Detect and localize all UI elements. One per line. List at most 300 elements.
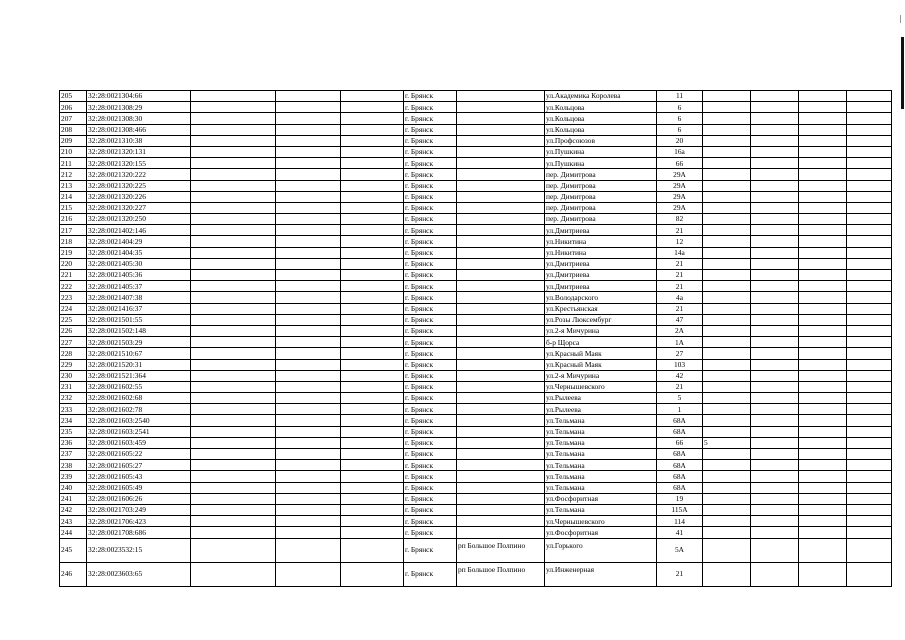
empty-cell (341, 247, 404, 258)
empty-cell (751, 158, 799, 169)
city-cell: г. Брянск (404, 314, 457, 325)
empty-cell (191, 303, 276, 314)
extra-value-cell (703, 124, 751, 135)
city-cell: г. Брянск (404, 449, 457, 460)
empty-cell (276, 325, 341, 336)
street-cell: ул.Академика Королева (545, 91, 657, 102)
street-cell: ул.Пушкина (545, 158, 657, 169)
empty-cell (191, 437, 276, 448)
empty-cell (276, 404, 341, 415)
settlement-cell (457, 381, 545, 392)
empty-cell (847, 236, 892, 247)
cadastral-number-cell: 32:28:0021304:66 (87, 91, 191, 102)
street-cell: ул.Дмитриева (545, 270, 657, 281)
empty-cell (341, 437, 404, 448)
extra-value-cell (703, 493, 751, 504)
cadastral-number-cell: 32:28:0021520:31 (87, 359, 191, 370)
empty-cell (847, 482, 892, 493)
cadastral-number-cell: 32:28:0021310:38 (87, 135, 191, 146)
table-row (60, 325, 892, 336)
empty-cell (191, 191, 276, 202)
extra-value-cell (703, 91, 751, 102)
cadastral-number-cell: 32:28:0021602:68 (87, 393, 191, 404)
extra-value-cell (703, 415, 751, 426)
house-number-cell: 29А (657, 169, 703, 180)
table-row (60, 426, 892, 437)
city-cell: г. Брянск (404, 124, 457, 135)
empty-cell (191, 381, 276, 392)
street-cell: ул.Тельмана (545, 504, 657, 515)
empty-cell (276, 91, 341, 102)
empty-cell (341, 146, 404, 157)
city-cell: г. Брянск (404, 135, 457, 146)
row-number-cell: 223 (60, 292, 87, 303)
cadastral-number-cell: 32:28:0021320:250 (87, 214, 191, 225)
row-number-cell: 234 (60, 415, 87, 426)
house-number-cell: 12 (657, 236, 703, 247)
empty-cell (341, 426, 404, 437)
row-number-cell: 222 (60, 281, 87, 292)
empty-cell (276, 135, 341, 146)
empty-cell (751, 325, 799, 336)
empty-cell (751, 247, 799, 258)
empty-cell (847, 214, 892, 225)
table-row (60, 527, 892, 538)
empty-cell (847, 292, 892, 303)
empty-cell (847, 180, 892, 191)
empty-cell (341, 527, 404, 538)
cadastral-number-cell: 32:28:0021603:459 (87, 437, 191, 448)
house-number-cell: 21 (657, 258, 703, 269)
empty-cell (799, 236, 847, 247)
row-number-cell: 214 (60, 191, 87, 202)
table-row (60, 225, 892, 236)
empty-cell (341, 482, 404, 493)
city-cell: г. Брянск (404, 158, 457, 169)
settlement-cell (457, 146, 545, 157)
extra-value-cell (703, 202, 751, 213)
cadastral-number-cell: 32:28:0021605:22 (87, 449, 191, 460)
settlement-cell (457, 426, 545, 437)
house-number-cell: 68А (657, 471, 703, 482)
empty-cell (799, 191, 847, 202)
table-row (60, 562, 892, 586)
empty-cell (799, 225, 847, 236)
empty-cell (751, 314, 799, 325)
table-row (60, 281, 892, 292)
cadastral-number-cell: 32:28:0021405:30 (87, 258, 191, 269)
empty-cell (341, 381, 404, 392)
table-row (60, 404, 892, 415)
cadastral-number-cell: 32:28:0021320:226 (87, 191, 191, 202)
empty-cell (799, 426, 847, 437)
empty-cell (191, 504, 276, 515)
empty-cell (276, 303, 341, 314)
empty-cell (799, 359, 847, 370)
city-cell: г. Брянск (404, 270, 457, 281)
empty-cell (751, 538, 799, 562)
house-number-cell: 20 (657, 135, 703, 146)
row-number-cell: 209 (60, 135, 87, 146)
empty-cell (341, 124, 404, 135)
street-cell: ул.Тельмана (545, 437, 657, 448)
empty-cell (751, 292, 799, 303)
city-cell: г. Брянск (404, 460, 457, 471)
empty-cell (276, 504, 341, 515)
page-edge-mark (900, 15, 901, 23)
extra-value-cell (703, 426, 751, 437)
table-row (60, 202, 892, 213)
empty-cell (191, 538, 276, 562)
empty-cell (799, 370, 847, 381)
empty-cell (276, 214, 341, 225)
extra-value-cell (703, 169, 751, 180)
empty-cell (847, 337, 892, 348)
table-row (60, 314, 892, 325)
street-cell: ул.Красный Маяк (545, 348, 657, 359)
empty-cell (191, 236, 276, 247)
extra-value-cell (703, 236, 751, 247)
empty-cell (799, 516, 847, 527)
empty-cell (276, 124, 341, 135)
house-number-cell: 21 (657, 303, 703, 314)
cadastral-number-cell: 32:28:0021605:43 (87, 471, 191, 482)
scan-edge-bar (901, 37, 904, 109)
city-cell: г. Брянск (404, 527, 457, 538)
empty-cell (799, 270, 847, 281)
street-cell: ул.Кольцова (545, 113, 657, 124)
empty-cell (191, 258, 276, 269)
empty-cell (341, 493, 404, 504)
empty-cell (191, 325, 276, 336)
settlement-cell (457, 292, 545, 303)
house-number-cell: 66 (657, 158, 703, 169)
street-cell: пер. Димитрова (545, 202, 657, 213)
settlement-cell (457, 437, 545, 448)
row-number-cell: 220 (60, 258, 87, 269)
empty-cell (191, 415, 276, 426)
empty-cell (751, 359, 799, 370)
city-cell: г. Брянск (404, 471, 457, 482)
empty-cell (847, 460, 892, 471)
house-number-cell: 1А (657, 337, 703, 348)
row-number-cell: 205 (60, 91, 87, 102)
house-number-cell: 41 (657, 527, 703, 538)
house-number-cell: 5А (657, 538, 703, 562)
empty-cell (799, 504, 847, 515)
house-number-cell: 68А (657, 460, 703, 471)
empty-cell (847, 191, 892, 202)
empty-cell (847, 281, 892, 292)
empty-cell (751, 516, 799, 527)
table-row (60, 292, 892, 303)
cadastral-number-cell: 32:28:0023603:65 (87, 562, 191, 586)
street-cell: ул.Дмитриева (545, 281, 657, 292)
empty-cell (191, 247, 276, 258)
city-cell: г. Брянск (404, 169, 457, 180)
empty-cell (847, 303, 892, 314)
cadastral-number-cell: 32:28:0021501:55 (87, 314, 191, 325)
row-number-cell: 229 (60, 359, 87, 370)
empty-cell (276, 527, 341, 538)
street-cell: ул.Володарского (545, 292, 657, 303)
cadastral-number-cell: 32:28:0021404:29 (87, 236, 191, 247)
empty-cell (276, 516, 341, 527)
cadastral-number-cell: 32:28:0021416:37 (87, 303, 191, 314)
empty-cell (341, 91, 404, 102)
empty-cell (341, 314, 404, 325)
empty-cell (276, 437, 341, 448)
extra-value-cell (703, 562, 751, 586)
empty-cell (799, 337, 847, 348)
house-number-cell: 82 (657, 214, 703, 225)
empty-cell (191, 202, 276, 213)
settlement-cell (457, 314, 545, 325)
empty-cell (751, 482, 799, 493)
empty-cell (341, 281, 404, 292)
street-cell: б-р Щорса (545, 337, 657, 348)
empty-cell (799, 180, 847, 191)
house-number-cell: 114 (657, 516, 703, 527)
empty-cell (191, 225, 276, 236)
row-number-cell: 210 (60, 146, 87, 157)
cadastral-number-cell: 32:28:0021308:30 (87, 113, 191, 124)
row-number-cell: 236 (60, 437, 87, 448)
row-number-cell: 221 (60, 270, 87, 281)
empty-cell (276, 370, 341, 381)
empty-cell (276, 247, 341, 258)
empty-cell (276, 258, 341, 269)
empty-cell (847, 348, 892, 359)
empty-cell (341, 370, 404, 381)
cadastral-number-cell: 32:28:0021706:423 (87, 516, 191, 527)
empty-cell (341, 348, 404, 359)
empty-cell (799, 460, 847, 471)
empty-cell (191, 281, 276, 292)
cadastral-number-cell: 32:28:0021404:35 (87, 247, 191, 258)
city-cell: г. Брянск (404, 292, 457, 303)
empty-cell (799, 202, 847, 213)
empty-cell (191, 426, 276, 437)
row-number-cell: 212 (60, 169, 87, 180)
cadastral-number-cell: 32:28:0023532:15 (87, 538, 191, 562)
street-cell: ул.Тельмана (545, 449, 657, 460)
table-row (60, 236, 892, 247)
extra-value-cell (703, 471, 751, 482)
empty-cell (276, 236, 341, 247)
table-row (60, 169, 892, 180)
city-cell: г. Брянск (404, 437, 457, 448)
empty-cell (191, 404, 276, 415)
empty-cell (799, 415, 847, 426)
street-cell: ул.Горького (545, 538, 657, 562)
street-cell: ул.Красный Маяк (545, 359, 657, 370)
street-cell: пер. Димитрова (545, 214, 657, 225)
settlement-cell (457, 135, 545, 146)
house-number-cell: 6 (657, 124, 703, 135)
house-number-cell: 4а (657, 292, 703, 303)
empty-cell (276, 158, 341, 169)
empty-cell (276, 337, 341, 348)
empty-cell (191, 91, 276, 102)
cadastral-number-cell: 32:28:0021320:155 (87, 158, 191, 169)
extra-value-cell (703, 146, 751, 157)
settlement-cell (457, 202, 545, 213)
empty-cell (276, 102, 341, 113)
street-cell: ул.Тельмана (545, 415, 657, 426)
table-row (60, 538, 892, 562)
street-cell: ул.Кольцова (545, 124, 657, 135)
street-cell: ул.Никитина (545, 247, 657, 258)
empty-cell (799, 482, 847, 493)
house-number-cell: 42 (657, 370, 703, 381)
row-number-cell: 228 (60, 348, 87, 359)
empty-cell (191, 562, 276, 586)
empty-cell (751, 169, 799, 180)
row-number-cell: 225 (60, 314, 87, 325)
empty-cell (191, 337, 276, 348)
settlement-cell (457, 415, 545, 426)
empty-cell (751, 191, 799, 202)
empty-cell (191, 270, 276, 281)
settlement-cell (457, 158, 545, 169)
empty-cell (191, 169, 276, 180)
cadastral-number-cell: 32:28:0021320:222 (87, 169, 191, 180)
empty-cell (799, 449, 847, 460)
empty-cell (341, 562, 404, 586)
cadastral-number-cell: 32:28:0021308:29 (87, 102, 191, 113)
empty-cell (191, 370, 276, 381)
city-cell: г. Брянск (404, 516, 457, 527)
cadastral-number-cell: 32:28:0021708:686 (87, 527, 191, 538)
empty-cell (751, 102, 799, 113)
empty-cell (799, 124, 847, 135)
house-number-cell: 68А (657, 415, 703, 426)
table-row (60, 449, 892, 460)
row-number-cell: 245 (60, 538, 87, 562)
city-cell: г. Брянск (404, 281, 457, 292)
empty-cell (799, 135, 847, 146)
settlement-cell (457, 113, 545, 124)
empty-cell (847, 426, 892, 437)
empty-cell (847, 124, 892, 135)
table-row (60, 348, 892, 359)
empty-cell (191, 516, 276, 527)
cadastral-number-cell: 32:28:0021510:67 (87, 348, 191, 359)
city-cell: г. Брянск (404, 415, 457, 426)
empty-cell (191, 348, 276, 359)
empty-cell (847, 493, 892, 504)
empty-cell (341, 202, 404, 213)
settlement-cell (457, 258, 545, 269)
house-number-cell: 21 (657, 281, 703, 292)
empty-cell (276, 359, 341, 370)
row-number-cell: 240 (60, 482, 87, 493)
cadastral-number-cell: 32:28:0021605:49 (87, 482, 191, 493)
empty-cell (341, 169, 404, 180)
settlement-cell (457, 449, 545, 460)
empty-cell (276, 113, 341, 124)
empty-cell (847, 113, 892, 124)
empty-cell (847, 325, 892, 336)
cadastral-number-cell: 32:28:0021405:37 (87, 281, 191, 292)
empty-cell (751, 135, 799, 146)
street-cell: пер. Димитрова (545, 191, 657, 202)
cadastral-number-cell: 32:28:0021320:227 (87, 202, 191, 213)
empty-cell (799, 247, 847, 258)
extra-value-cell (703, 314, 751, 325)
extra-value-cell (703, 225, 751, 236)
empty-cell (191, 449, 276, 460)
street-cell: ул.Инженерная (545, 562, 657, 586)
table-row (60, 270, 892, 281)
empty-cell (341, 337, 404, 348)
empty-cell (799, 303, 847, 314)
empty-cell (341, 303, 404, 314)
row-number-cell: 241 (60, 493, 87, 504)
empty-cell (799, 381, 847, 392)
street-cell: ул.Рылеева (545, 404, 657, 415)
city-cell: г. Брянск (404, 393, 457, 404)
city-cell: г. Брянск (404, 426, 457, 437)
street-cell: ул.Рылеева (545, 393, 657, 404)
row-number-cell: 216 (60, 214, 87, 225)
street-cell: ул.Пушкина (545, 146, 657, 157)
table-row (60, 493, 892, 504)
row-number-cell: 215 (60, 202, 87, 213)
cadastral-number-cell: 32:28:0021602:78 (87, 404, 191, 415)
empty-cell (276, 460, 341, 471)
settlement-cell (457, 404, 545, 415)
empty-cell (751, 504, 799, 515)
empty-cell (847, 437, 892, 448)
house-number-cell: 115А (657, 504, 703, 515)
cadastral-number-cell: 32:28:0021402:146 (87, 225, 191, 236)
empty-cell (276, 292, 341, 303)
empty-cell (191, 482, 276, 493)
empty-cell (191, 214, 276, 225)
empty-cell (751, 393, 799, 404)
extra-value-cell (703, 482, 751, 493)
street-cell: ул.Тельмана (545, 460, 657, 471)
empty-cell (751, 202, 799, 213)
empty-cell (847, 504, 892, 515)
empty-cell (751, 460, 799, 471)
settlement-cell (457, 247, 545, 258)
house-number-cell: 14а (657, 247, 703, 258)
empty-cell (799, 562, 847, 586)
city-cell: г. Брянск (404, 180, 457, 191)
city-cell: г. Брянск (404, 258, 457, 269)
empty-cell (751, 258, 799, 269)
empty-cell (341, 113, 404, 124)
empty-cell (276, 191, 341, 202)
extra-value-cell (703, 527, 751, 538)
house-number-cell: 2А (657, 325, 703, 336)
street-cell: ул.Дмитриева (545, 225, 657, 236)
extra-value-cell (703, 135, 751, 146)
table-row (60, 180, 892, 191)
cadastral-number-cell: 32:28:0021602:55 (87, 381, 191, 392)
city-cell: г. Брянск (404, 225, 457, 236)
city-cell: г. Брянск (404, 348, 457, 359)
empty-cell (799, 471, 847, 482)
house-number-cell: 6 (657, 102, 703, 113)
empty-cell (799, 437, 847, 448)
extra-value-cell (703, 516, 751, 527)
street-cell: ул.Розы Люксембург (545, 314, 657, 325)
empty-cell (276, 202, 341, 213)
